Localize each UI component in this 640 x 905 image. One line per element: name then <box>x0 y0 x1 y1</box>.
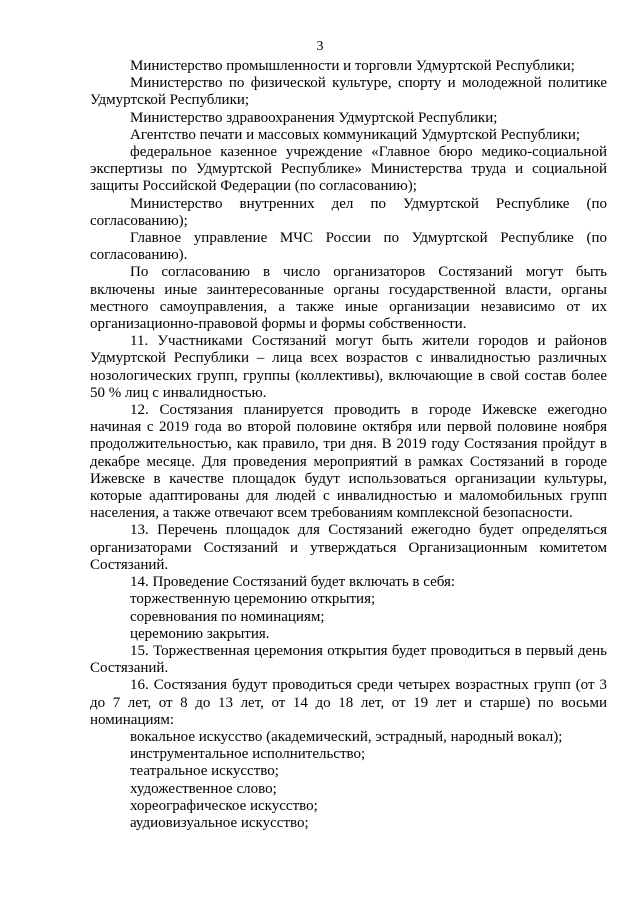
paragraph: 14. Проведение Состязаний будет включать в себя: <box>130 574 456 591</box>
paragraph: 15. Торжественная церемония открытия будет проводиться в первый день Состязаний. <box>90 642 607 677</box>
paragraph: Министерство по физической культуре, спорту и молодежной политике Удмуртской Республики; <box>90 75 607 109</box>
paragraph: Главное управление МЧС России по Удмуртской Республике (по согласованию). <box>90 230 607 264</box>
paragraph: Министерство промышленности и торговли Удмуртской Республики; <box>130 58 575 74</box>
list-item: театральное искусство; <box>130 763 279 780</box>
paragraph: По согласованию в число организаторов Состязаний могут быть включены иные заинтересованные органы государственной власти, органы местного самоуправления, а также иные организации независимо от их организационно-правовой формы и формы собственности. <box>90 264 607 333</box>
list-item: хореографическое искусство; <box>130 797 318 814</box>
paragraph: 12. Состязания планируется проводить в городе Ижевске ежегодно начиная с 2019 года во второй половине октября или первой половине ноября продолжительностью, как правило, три дня. В 2019 году Состязания пройдут в декабре месяце. Для проведения мероприятий в рамках Состязаний в городе Ижевске в качестве площадок будут использоваться организации культуры, которые адаптированы для людей с инвалидностью и маломобильных групп населения, а также отвечают всем требованиям комплексной безопасности. <box>90 402 607 522</box>
list-item: инструментальное исполнительство; <box>130 746 366 763</box>
list-item: аудиовизуальное искусство; <box>130 814 309 831</box>
list-item: художественное слово; <box>130 780 277 797</box>
document-body <box>90 58 607 832</box>
list-item: торжественную церемонию открытия; <box>130 591 376 608</box>
paragraph: 11. Участниками Состязаний могут быть жители городов и районов Удмуртской Республики – лица всех возрастов с инвалидностью различных нозологических групп, группы (коллективы), включающие в свой состав более 50 % лиц с инвалидностью. <box>90 333 607 401</box>
paragraph: 16. Состязания будут проводиться среди четырех возрастных групп (от 3 до 7 лет, от 8 до 13 лет, от 14 до 18 лет, от 19 лет и старше) по восьми номинациям: <box>90 677 607 728</box>
paragraph: Агентство печати и массовых коммуникаций Удмуртской Республики; <box>130 126 581 143</box>
paragraph: Министерство внутренних дел по Удмуртской Республике (по согласованию); <box>90 195 607 229</box>
list-item: соревнования по номинациям; <box>130 608 325 625</box>
list-item: церемонию закрытия. <box>130 625 270 642</box>
paragraph: 13. Перечень площадок для Состязаний ежегодно будет определяться организаторами Состязаний и утверждаться Организационным комитетом Состязаний. <box>90 522 607 573</box>
paragraph: Министерство здравоохранения Удмуртской Республики; <box>130 109 498 126</box>
list-item: вокальное искусство (академический, эстрадный, народный вокал); <box>130 728 563 745</box>
paragraph: федеральное казенное учреждение «Главное бюро медико-социальной экспертизы по Удмуртской Республике» Министерства труда и социальной защиты Российской Федерации (по согласованию); <box>90 144 607 195</box>
page-number: 3 <box>316 39 324 54</box>
